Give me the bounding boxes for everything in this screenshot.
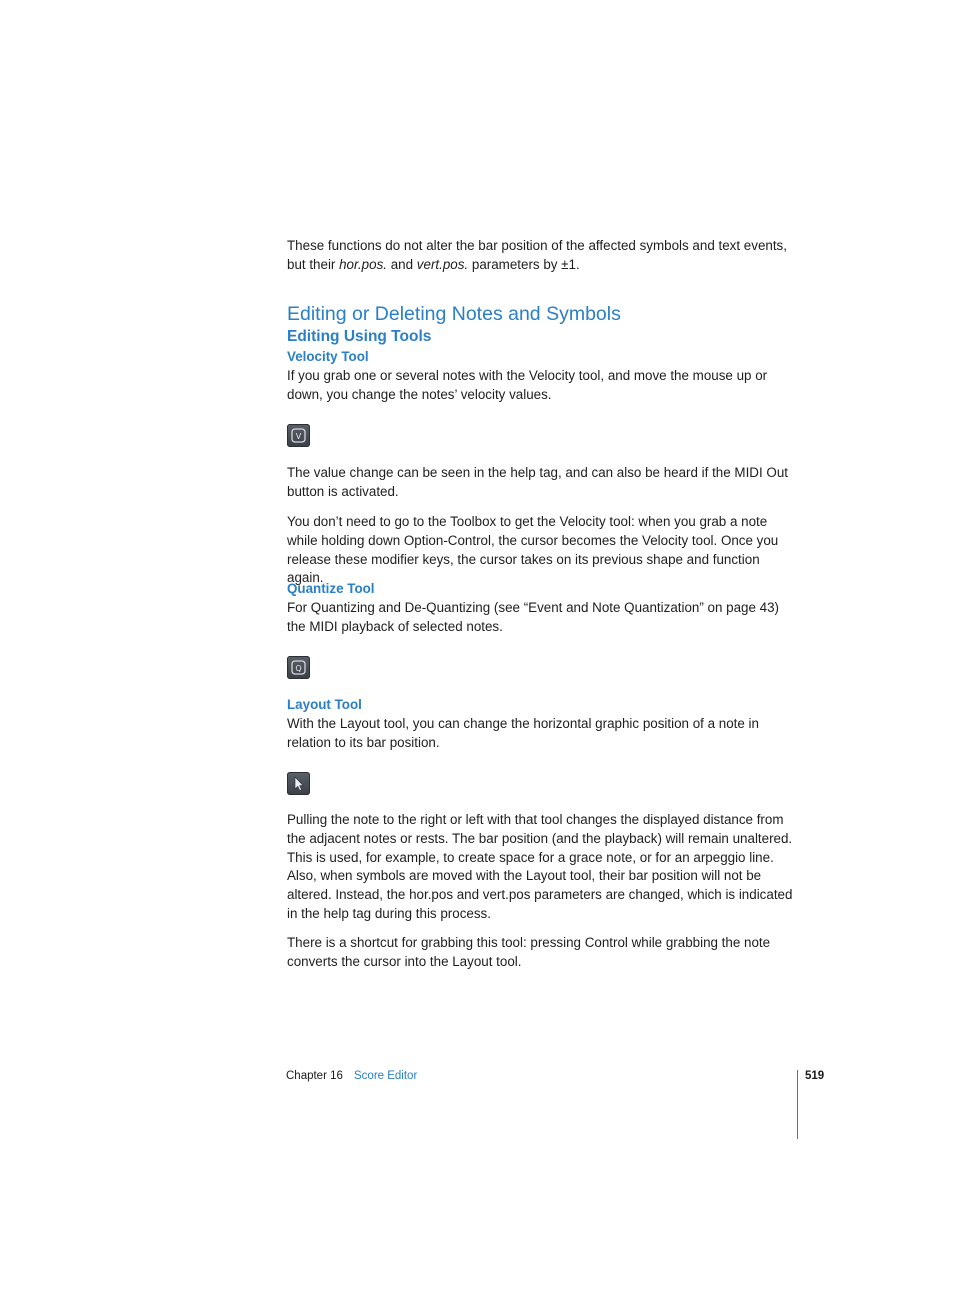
velocity-tool-icon	[287, 424, 310, 447]
svg-text:V: V	[295, 432, 302, 441]
velocity-para-3: You don’t need to go to the Toolbox to get the Velocity tool: when you grab a note while holding down Option-Control, the cursor becomes the Velocity tool. Once you release these modifier keys, the cursor takes on its previous shape and function again.	[287, 514, 779, 586]
quantize-para-1: For Quantizing and De-Quantizing (see “Event and Note Quantization” on page 43) the MIDI playback of selected notes.	[287, 600, 780, 634]
layout-tool-heading: Layout Tool	[287, 697, 362, 712]
intro-text: and	[387, 256, 417, 272]
intro-text: These functions do not alter the bar position of the affected symbols and text events, but their	[287, 238, 787, 272]
layout-para-1: With the Layout tool, you can change the horizontal graphic position of a note in relation to its bar position.	[287, 716, 759, 750]
intro-italic-horpos: hor.pos.	[339, 256, 387, 272]
svg-text:Q: Q	[295, 664, 302, 673]
section-title: Editing or Deleting Notes and Symbols	[287, 303, 621, 325]
footer-chapter-title: Score Editor	[354, 1070, 418, 1082]
velocity-para-2: The value change can be seen in the help tag, and can also be heard if the MIDI Out button is activated.	[287, 465, 788, 499]
intro-paragraph	[287, 237, 793, 275]
velocity-para-1: If you grab one or several notes with the Velocity tool, and move the mouse up or down, you change the notes’ velocity values.	[287, 368, 768, 402]
quantize-tool-icon	[287, 656, 310, 679]
footer-divider	[797, 1070, 798, 1139]
velocity-tool-heading: Velocity Tool	[287, 349, 369, 364]
quantize-tool-heading: Quantize Tool	[287, 581, 375, 596]
layout-para-2: Pulling the note to the right or left with that tool changes the displayed distance from the adjacent notes or rests. The bar position (and the playback) will remain unaltered. This is used, for example, to create space for a grace note, or for an arpeggio line. Also, when symbols are moved with the Layout tool, their bar position will not be altered. Instead, the hor.pos and vert.pos parameters are changed, which is indicated in the help tag during this process.	[287, 812, 793, 921]
subsection-title: Editing Using Tools	[287, 328, 432, 345]
intro-text: parameters by ±1.	[468, 256, 580, 272]
page-number: 519	[805, 1070, 825, 1082]
intro-italic-vertpos: vert.pos.	[416, 256, 469, 272]
layout-para-3: There is a shortcut for grabbing this tool: pressing Control while grabbing the note converts the cursor into the Layout tool.	[287, 935, 771, 969]
layout-tool-icon	[287, 772, 310, 795]
footer-chapter-label: Chapter 16	[286, 1070, 343, 1082]
